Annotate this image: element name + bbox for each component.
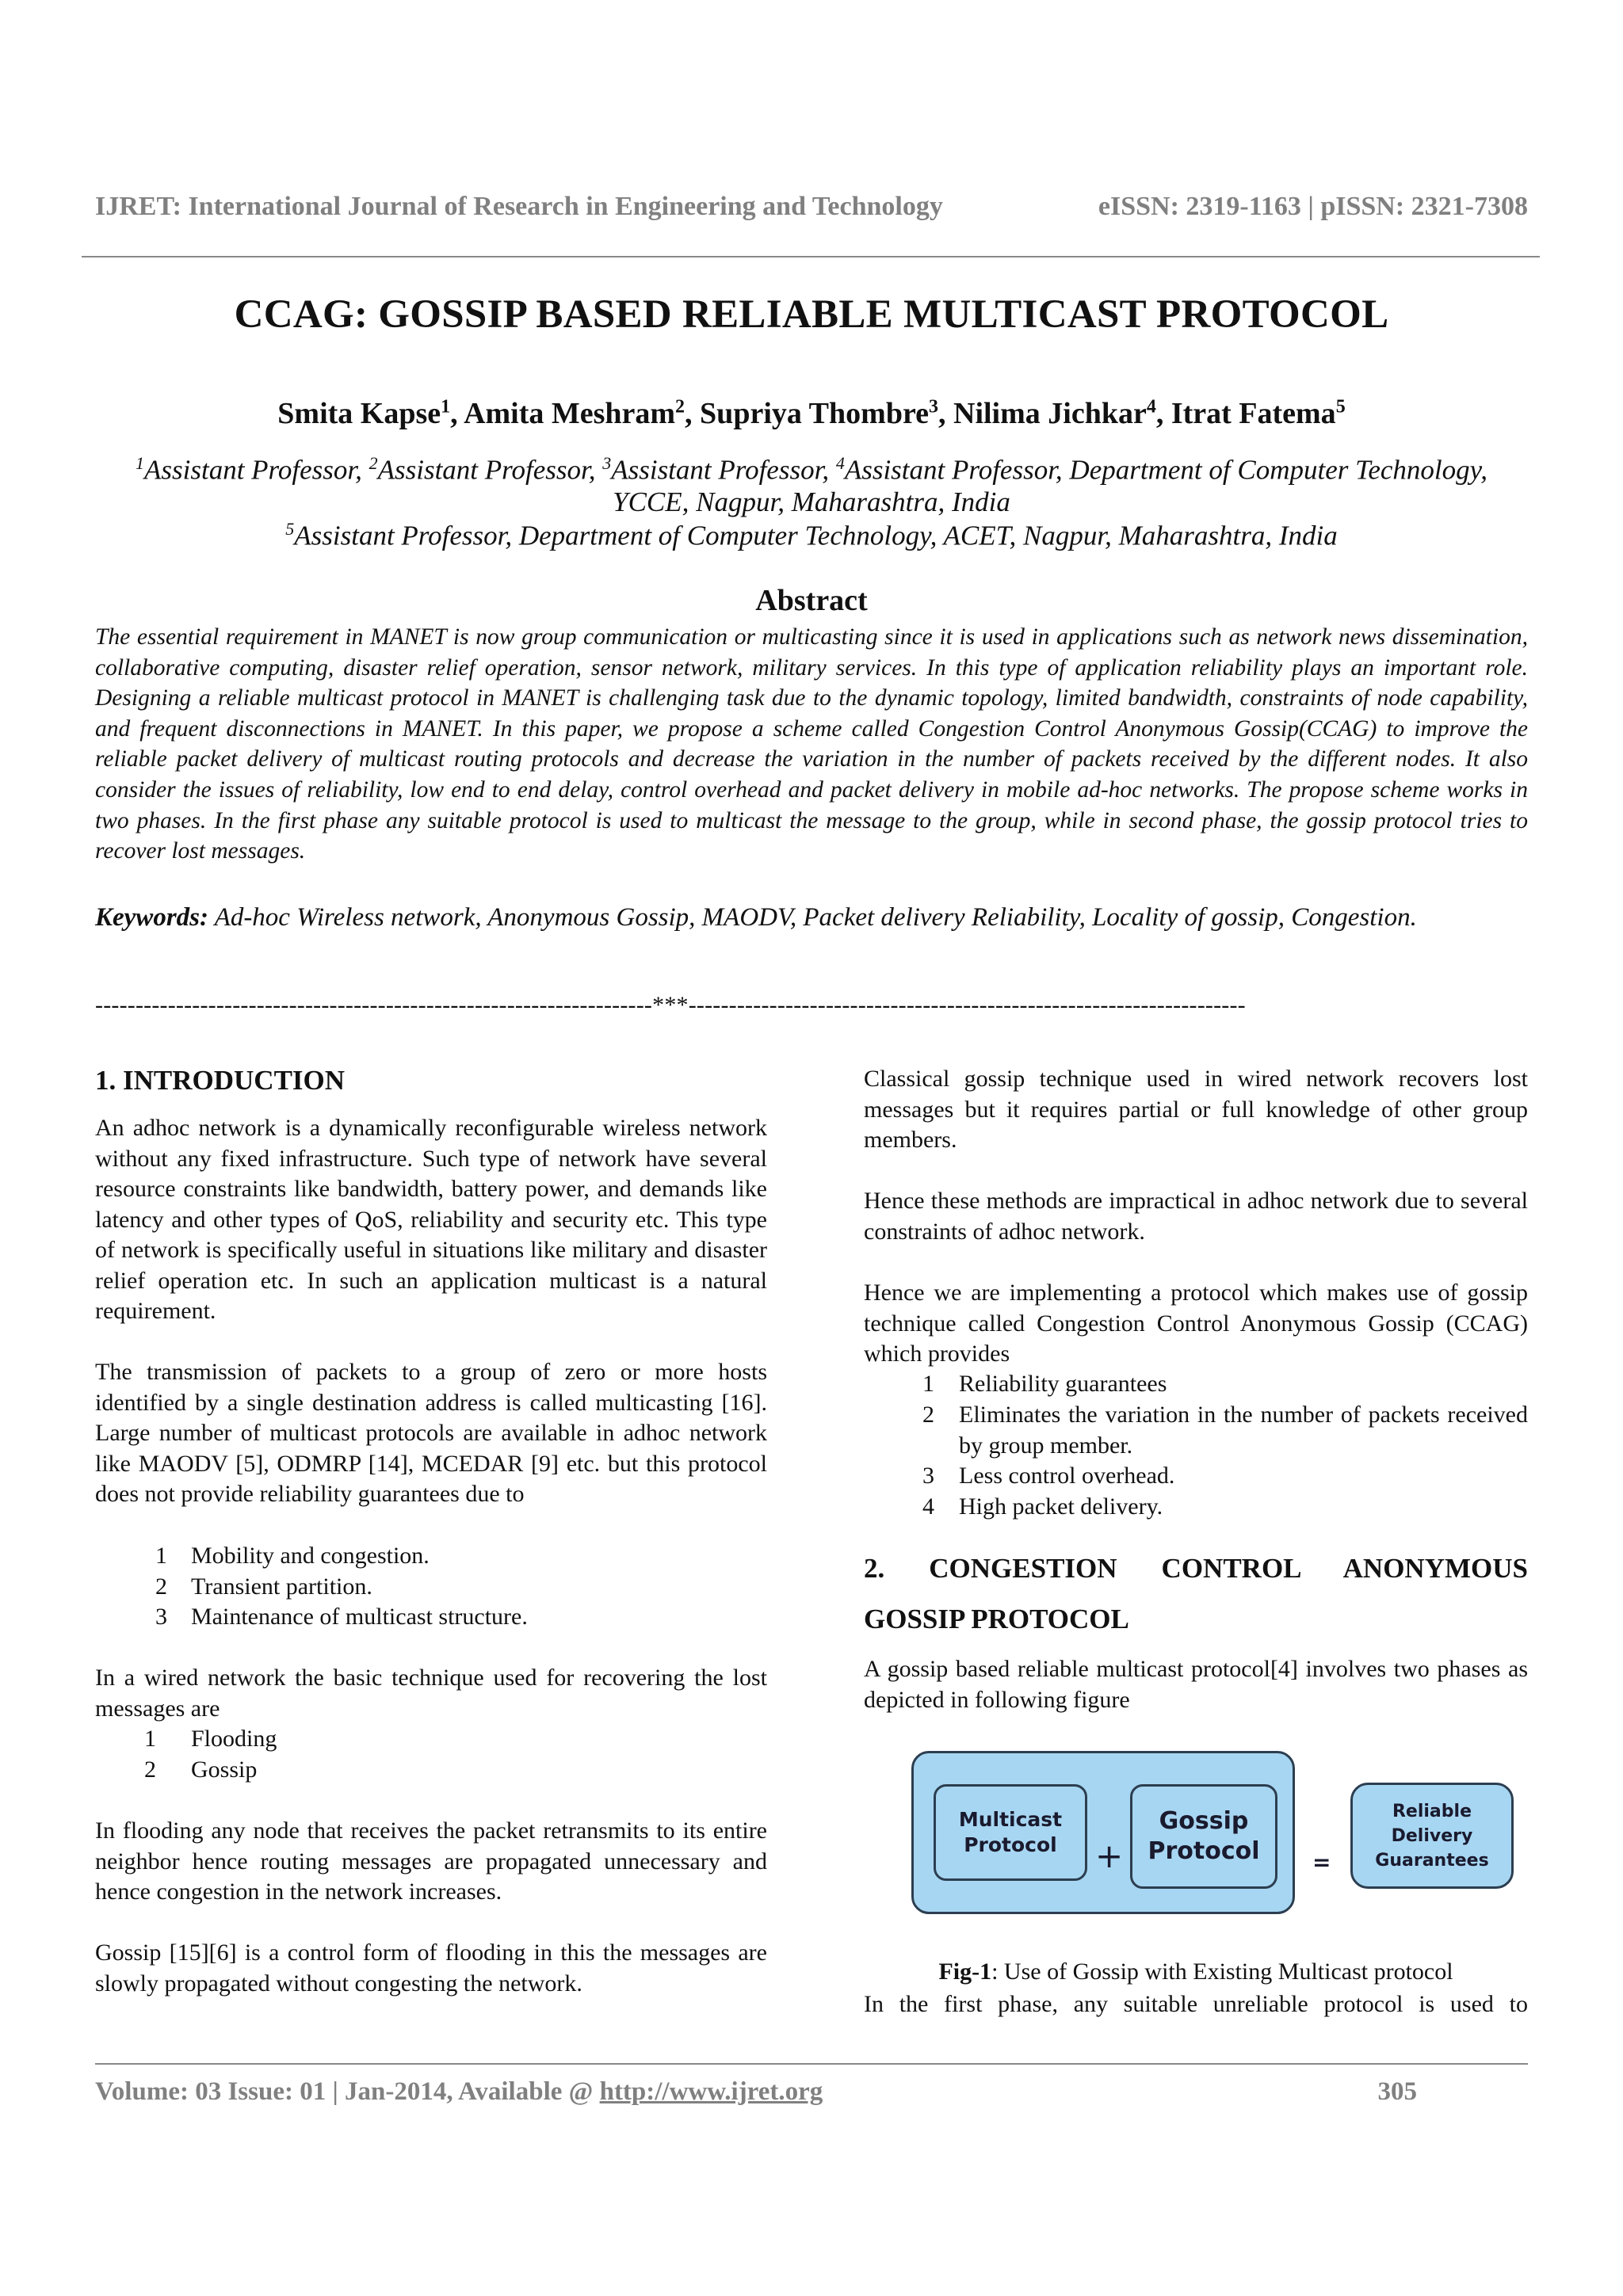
list-number: 1 <box>144 1726 156 1752</box>
box-text: Protocol <box>1148 1837 1260 1865</box>
author: Itrat Fatema <box>1170 397 1336 430</box>
gossip-protocol-box <box>1130 1784 1277 1889</box>
box-text: Multicast <box>958 1808 1063 1831</box>
aff-sup: 3 <box>602 453 612 473</box>
author-sup: 2 <box>675 396 685 418</box>
aff-sup: 2 <box>369 453 378 473</box>
list-number: 3 <box>922 1463 934 1489</box>
author: Supriya Thombre <box>700 397 929 430</box>
author-list: Smita Kapse$^1$, Amita Meshram$^2$, Supriya Thombre$^3$, Nilima Jichkar$^4$, Itrat Fatema$^5$ <box>277 396 1346 430</box>
aff-sup: 1 <box>136 453 144 473</box>
intro-paragraph-1: An adhoc network is a dynamically reconfigurable wireless network without any fixed infrastructure. Such type of network have several resource constraints like bandwidth, battery power, and demands like latency and other types of QoS, reliability and security etc. This type of network is specifically useful in situations like military and disaster relief operation etc. In such an application multicast is a natural requirement. <box>95 1115 767 1324</box>
page-number: 305 <box>1377 2077 1417 2106</box>
caption-label: Fig-1 <box>938 1958 992 1985</box>
list-number: 4 <box>922 1493 934 1520</box>
intro-paragraph-4: In flooding any node that receives the packet retransmits to its entire neighbor hence routing messages are propagated unnecessary and hence congestion in the network increases. <box>95 1817 767 1905</box>
running-footer <box>95 2077 1528 2107</box>
paper-title: CCAG: GOSSIP BASED RELIABLE MULTICAST PROTOCOL <box>234 292 1389 337</box>
right-paragraph-3: Hence we are implementing a protocol which makes use of gossip technique called Congestion Control Anonymous Gossip (CCAG) which provides <box>864 1280 1528 1367</box>
running-header <box>95 192 1528 223</box>
list-item: Flooding <box>191 1726 277 1752</box>
aff-text: Assistant Professor, <box>377 454 603 486</box>
journal-name: IJRET: International Journal of Research in Engineering and Technology <box>95 192 943 221</box>
affiliation-line-2: YCCE, Nagpur, Maharashtra, India <box>613 486 1010 517</box>
list-number: 2 <box>144 1756 156 1783</box>
list-item: Transient partition. <box>191 1573 372 1600</box>
list-number: 1 <box>155 1543 167 1569</box>
box-text: Protocol <box>964 1833 1057 1856</box>
affiliation-line-3 <box>79 519 1544 552</box>
list-item: Less control overhead. <box>959 1463 1175 1489</box>
intro-paragraph-5: Gossip [15][6] is a control form of flooding in this the messages are slowly propagated without congesting the network. <box>95 1939 767 1997</box>
aff-text: Assistant Professor, <box>611 454 836 486</box>
right-paragraph-2: Hence these methods are impractical in adhoc network due to several constraints of adhoc network. <box>864 1188 1528 1245</box>
section-separator: ---------------------------------------------------------------------***--------------------------------------------------------------------- <box>95 992 1246 1018</box>
footer-divider <box>95 2063 1528 2065</box>
header-divider <box>82 256 1540 257</box>
footer-link[interactable]: http://www.ijret.org <box>599 2077 823 2106</box>
author: Amita Meshram <box>464 397 676 430</box>
box-text: Guarantees <box>1375 1850 1489 1871</box>
author: Smita Kapse <box>277 397 441 430</box>
list-number: 2 <box>922 1402 934 1428</box>
list-item: High packet delivery. <box>959 1493 1163 1520</box>
abstract-text: The essential requirement in MANET is now group communication or multicasting since it is used in applications such as network news dissemination, collaborative computing, disaster relief operation, sensor network, military services. In this type of application reliability plays an important role. Designing a reliable multicast protocol in MANET is challenging task due to the dynamic topology, limited bandwidth, constraints of node capability, and frequent disconnections in MANET. In this paper, we propose a scheme called Congestion Control Anonymous Gossip(CCAG) to improve the reliable packet delivery of multicast routing protocols and decrease the variation in the number of packets received by the different nodes. It also consider the issues of reliability, low end to end delay, control overhead and packet delivery in mobile ad-hoc networks. The propose scheme works in two phases. In the first phase any suitable protocol is used to multicast the message to the group, while in second phase, the gossip protocol tries to recover lost messages. <box>95 624 1528 864</box>
author-sup: 4 <box>1146 396 1156 418</box>
figure-caption <box>864 1958 1528 1985</box>
figure-1 <box>911 1751 1514 1917</box>
footer-volume: Volume: 03 Issue: 01 | Jan-2014, Available @ <box>95 2077 600 2106</box>
right-paragraph-4: A gossip based reliable multicast protocol[4] involves two phases as depicted in following figure <box>864 1656 1528 1713</box>
list-item: Maintenance of multicast structure. <box>191 1604 528 1630</box>
author: Nilima Jichkar <box>953 397 1147 430</box>
abstract-heading: Abstract <box>755 584 868 617</box>
author-sup: 5 <box>1335 396 1346 418</box>
affiliation-line-1 <box>79 453 1544 486</box>
section-heading-ccag-line-1: 2. CONGESTION CONTROL ANONYMOUS <box>864 1553 1528 1584</box>
list-item: Mobility and congestion. <box>191 1543 430 1569</box>
keywords-text: Ad-hoc Wireless network, Anonymous Gossip, MAODV, Packet delivery Reliability, Locality of gossip, Congestion. <box>214 903 1417 932</box>
caption-text: : Use of Gossip with Existing Multicast protocol <box>991 1958 1453 1985</box>
intro-paragraph-3: In a wired network the basic technique used for recovering the lost messages are <box>95 1665 767 1722</box>
right-paragraph-1: Classical gossip technique used in wired network recovers lost messages but it requires partial or full knowledge of other group members. <box>864 1066 1528 1153</box>
box-text: Gossip <box>1159 1807 1249 1835</box>
keywords-label: Keywords: <box>95 903 208 932</box>
equals-sign: = <box>1312 1849 1331 1875</box>
aff-text: Assistant Professor, Department of Computer Technology, <box>844 454 1487 486</box>
list-item: Reliability guarantees <box>959 1371 1167 1397</box>
section-heading-ccag-line-2: GOSSIP PROTOCOL <box>864 1604 1129 1634</box>
box-text: Delivery <box>1391 1825 1473 1846</box>
intro-paragraph-2: The transmission of packets to a group of zero or more hosts identified by a single destination address is called multicasting [16]. Large number of multicast protocols are available in adhoc network like MAODV [5], ODMRP [14], MCEDAR [9] etc. but this protocol does not provide reliability guarantees due to <box>95 1359 767 1507</box>
keywords <box>95 892 1528 943</box>
issn: eISSN: 2319-1163 | pISSN: 2321-7308 <box>1098 192 1528 221</box>
list-number: 1 <box>922 1371 934 1397</box>
box-text: Reliable <box>1392 1801 1472 1821</box>
aff-text: Assistant Professor, <box>144 454 369 486</box>
list-number: 2 <box>155 1573 167 1600</box>
aff-sup: 4 <box>835 453 845 473</box>
author-sup: 3 <box>929 396 938 418</box>
aff-text: Assistant Professor, Department of Computer Technology, ACET, Nagpur, Maharashtra, India <box>294 520 1338 551</box>
aff-sup: 5 <box>285 519 295 539</box>
plus-sign: + <box>1095 1836 1124 1875</box>
list-item: Eliminates the variation in the number of packets received by group member. <box>959 1402 1528 1459</box>
author-sup: 1 <box>441 396 451 418</box>
right-paragraph-5: In the first phase, any suitable unreliable protocol is used to <box>864 1991 1528 2017</box>
list-item: Gossip <box>191 1756 258 1783</box>
list-number: 3 <box>155 1604 167 1630</box>
reliable-delivery-box <box>1350 1783 1514 1889</box>
section-heading-introduction: 1. INTRODUCTION <box>95 1065 346 1096</box>
multicast-protocol-box <box>934 1784 1087 1881</box>
